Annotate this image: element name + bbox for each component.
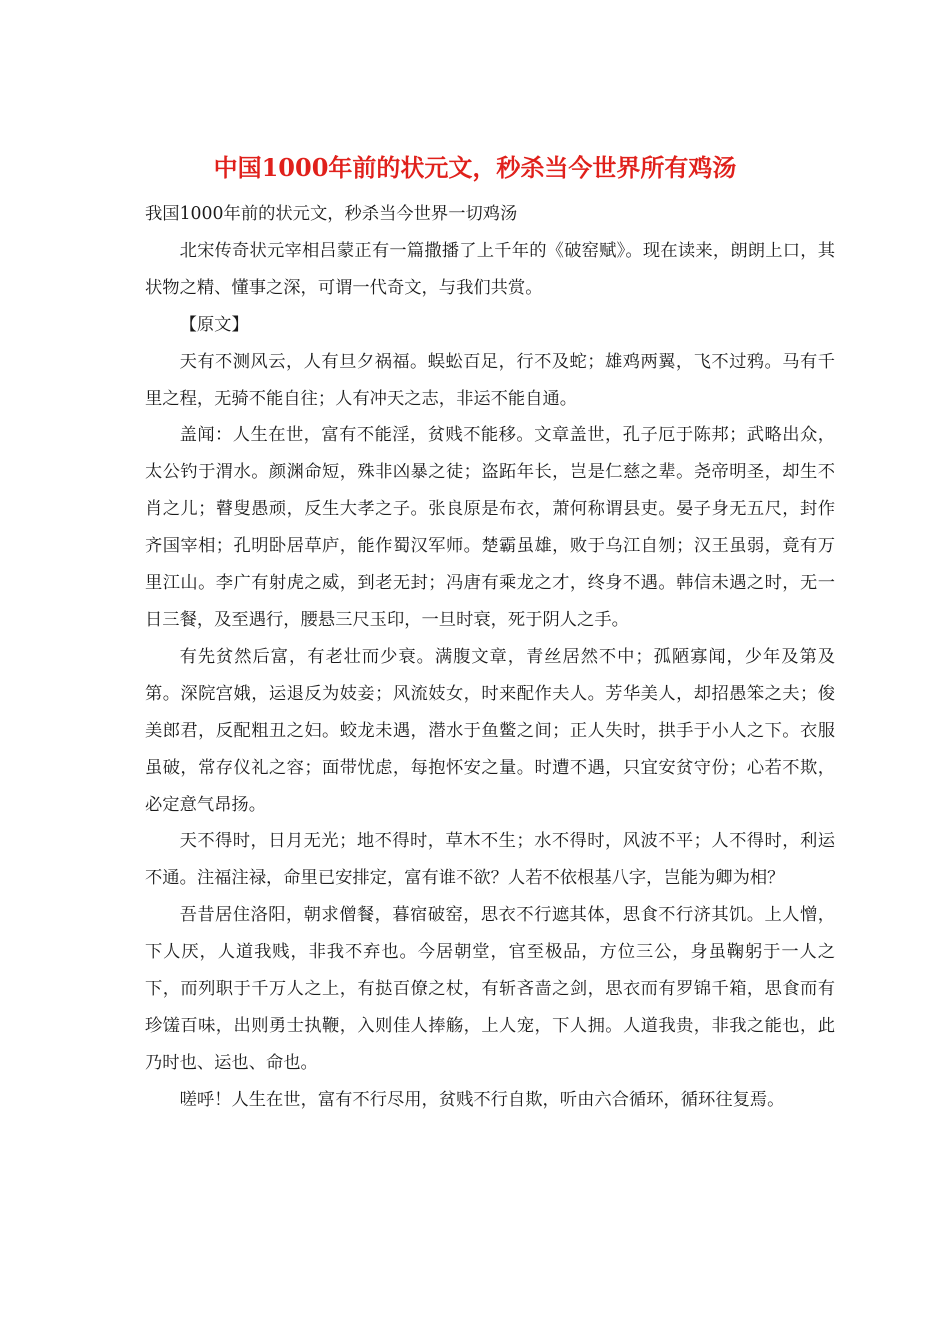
body-paragraph-2: 盖闻：人生在世，富有不能淫，贫贱不能移。文章盖世，孔子厄于陈邦；武略出众，太公钓于渭水。颜渊命短，殊非凶暴之徒；盗跖年长，岂是仁慈之辈。尧帝明圣，却生不肖之儿；瞽叟愚顽，反生大孝之子。张良原是布衣，萧何称谓县吏。晏子身无五尺，封作齐国宰相；孔明卧居草庐，能作蜀汉军师。楚霸虽雄，败于乌江自刎；汉王虽弱，竟有万里江山。李广有射虎之威，到老无封；冯唐有乘龙之才，终身不遇。韩信未遇之时，无一日三餐，及至遇行，腰悬三尺玉印，一旦时衰，死于阴人之手。 xyxy=(145,425,835,630)
body-paragraph-5: 吾昔居住洛阳，朝求僧餐，暮宿破窑，思衣不行遮其体，思食不行济其饥。上人憎，下人厌，人道我贱，非我不弃也。今居朝堂，官至极品，方位三公，身虽鞠躬于一人之下，而列职于千万人之上，有挞百僚之杖，有斩吝啬之剑，思衣而有罗锦千箱，思食而有珍馐百味，出则勇士执鞭，入则佳人捧觞，上人宠，下人拥。人道我贵，非我之能也，此乃时也、运也、命也。 xyxy=(145,905,835,1073)
body-paragraph-1: 天有不测风云，人有旦夕祸福。蜈蚣百足，行不及蛇；雄鸡两翼，飞不过鸦。马有千里之程，无骑不能自往；人有冲天之志，非运不能自通。 xyxy=(145,351,835,409)
subtitle-line: 我国1000年前的状元文，秒杀当今世界一切鸡汤 xyxy=(145,204,518,224)
article-body xyxy=(145,196,835,1119)
page-title: 中国1000年前的状元文，秒杀当今世界所有鸡汤 xyxy=(213,153,737,182)
section-heading-original-text: 【原文】 xyxy=(179,314,249,335)
body-paragraph-3: 有先贫然后富，有老壮而少衰。满腹文章，青丝居然不中；孤陋寡闻，少年及第及第。深院宫娥，运退反为妓妾；风流妓女，时来配作夫人。芳华美人，却招愚笨之夫；俊美郎君，反配粗丑之妇。蛟龙未遇，潜水于鱼鳖之间；正人失时，拱手于小人之下。衣服虽破，常存仪礼之容；面带忧虑，每抱怀安之量。时遭不遇，只宜安贫守份；心若不欺，必定意气昂扬。 xyxy=(145,646,835,815)
intro-paragraph: 北宋传奇状元宰相吕蒙正有一篇撒播了上千年的《破窑赋》。现在读来，朗朗上口，其状物之精、懂事之深，可谓一代奇文，与我们共赏。 xyxy=(145,240,835,298)
body-paragraph-6: 嗟呼！人生在世，富有不行尽用，贫贱不行自欺，听由六合循环，循环往复焉。 xyxy=(179,1089,785,1110)
body-paragraph-4: 天不得时，日月无光；地不得时，草木不生；水不得时，风波不平；人不得时，利运不通。注福注禄，命里已安排定，富有谁不欲？人若不依根基八字，岂能为卿为相？ xyxy=(145,831,835,889)
